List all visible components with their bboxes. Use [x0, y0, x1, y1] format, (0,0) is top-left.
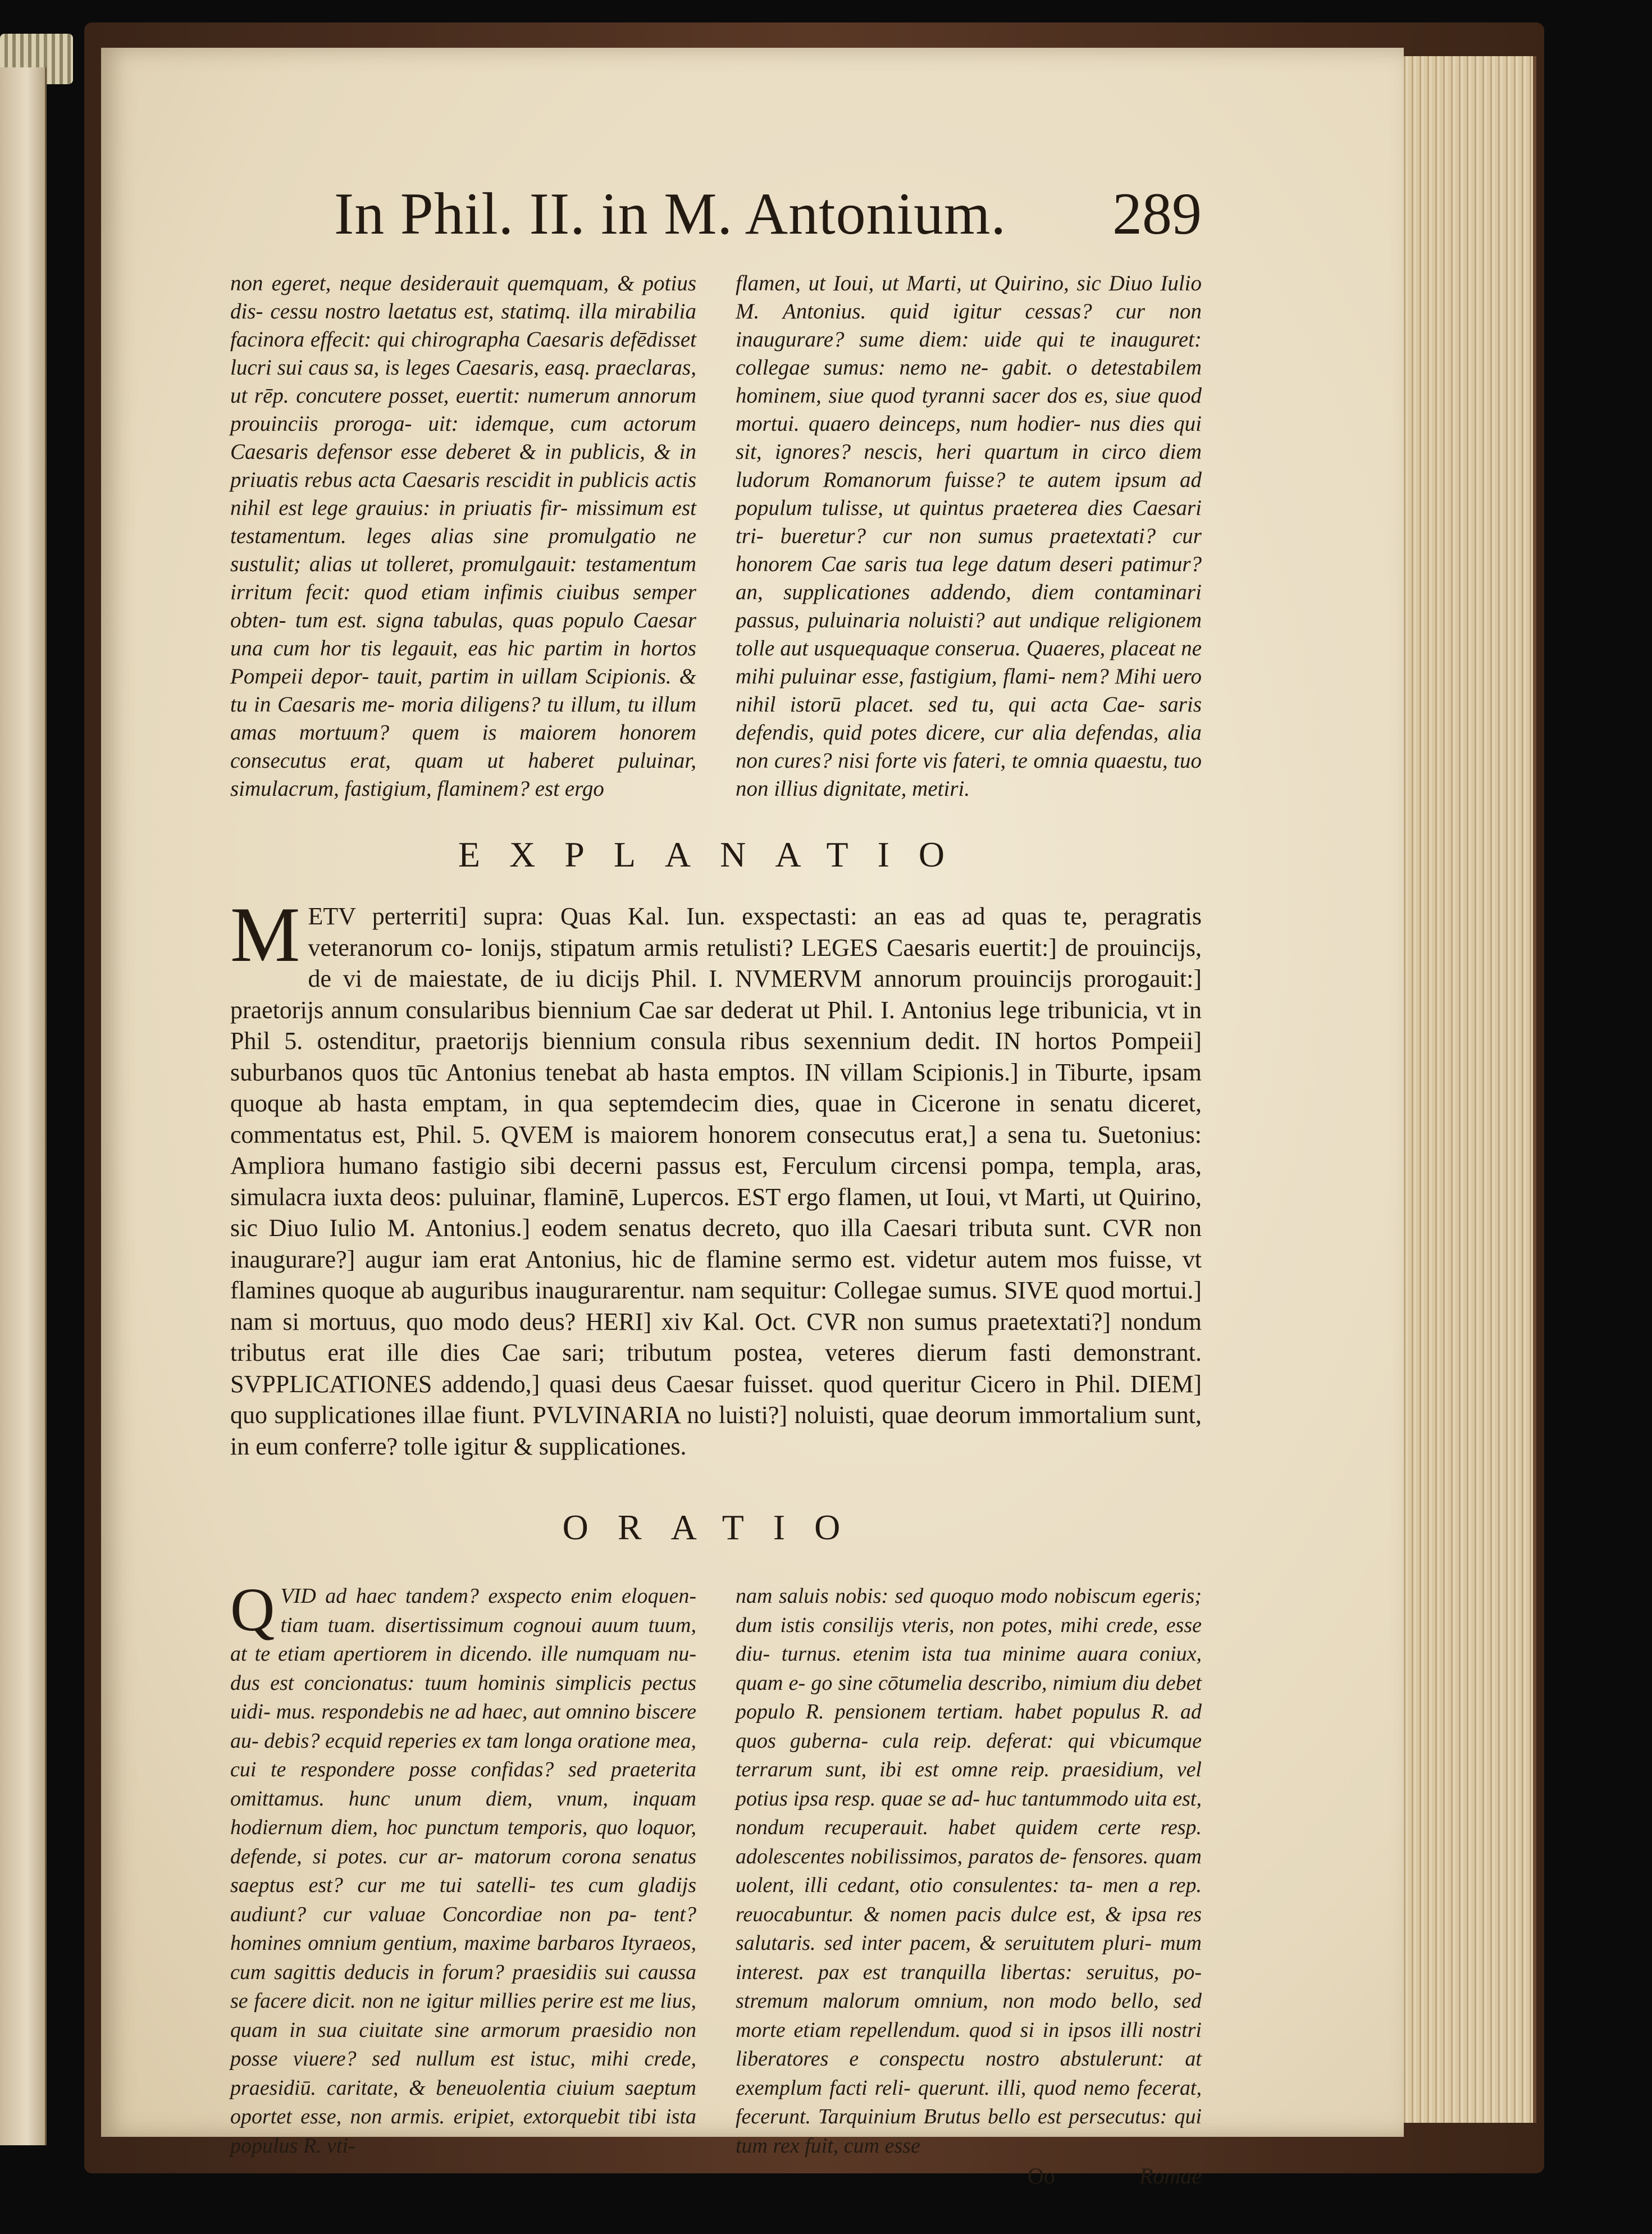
explanatio-dropcap: M [230, 891, 300, 978]
page-footer [736, 2162, 1202, 2191]
oratio-right-column [736, 1582, 1202, 2191]
oratio-right-text: nam saluis nobis: sed quoquo modo nobiscum egeris; dum istis consilijs vteris, non potes, mihi crede, esse diu- turnus. etenim ista tua minime auara coniux, quam e- go sine cōtumelia describo, nimium diu debet populo R. pensionem tertiam. habet populus R. ad quos guberna- cula reip. deferat: qui vbicumque terrarum sunt, ibi est omne reip. praesidium, vel potius ipsa resp. quae se ad- huc tantummodo uita est, nondum recuperauit. habet quidem certe resp. adolescentes nobilissimos, paratos de- fensores. quam uolent, illi cedant, otio consulentes: ta- men a rep. reuocabuntur. & nomen pacis dulce est, & ipsa res salutaris. sed inter pacem, & seruitutem pluri- mum interest. pax est tranquilla libertas: seruitus, po- stremum malorum omnium, non modo bello, sed morte etiam repellendum. quod si in ipsos illi nostri liberatores e conspectu nostro abstulerunt: at exemplum facti reli- querunt. illi, quod nemo fecerat, fecerunt. Tarquinium Brutus bello est persecutus: qui tum rex fuit, cum esse [736, 1584, 1202, 2158]
explanatio-body [230, 891, 1202, 1462]
oratio-left-text: VID ad haec tandem? exspecto enim eloquen- tiam tuam. disertissimum cognoui auum tuum, at te etiam apertiorem in dicendo. ille numquam nu- dus est concionatus: tuum hominis simplicis pectus uidi- mus. respondebis ne ad haec, aut omnino biscere au- debis? ecquid reperies ex tam longa oratione mea, cui te respondere posse confidas? sed praeterita omittamus. hunc unum diem, vnum, inquam hodiernum diem, hoc punctum temporis, quo loquor, defende, si potes. cur ar- matorum corona senatus saeptus est? cur me tui satelli- tes cum gladijs audiunt? cur valuae Concordiae non pa- tent? homines omnium gentium, maxime barbaros Ityraeos, cum sagittis deducis in forum? praesidiis sui caussa se facere dicit. non ne igitur millies perire est me lius, quam in sua ciuitate sine armorum praesidio non posse viuere? sed nullum est istuc, mihi crede, praesidiū. caritate, & beneuolentia ciuium saeptum oportet esse, non armis. eripiet, extorquebit tibi ista populus R. vti- [230, 1584, 696, 2158]
oratio-heading: ORATIO [562, 1507, 870, 1547]
oratio-left-column [230, 1575, 696, 2191]
upper-right-text: flamen, ut Ioui, ut Marti, ut Quirino, sic Diuo Iulio M. Antonius. quid igitur cessas? cur non inaugurare? sume diem: uide qui te inauguret: collegae sumus: nemo ne- gabit. o detestabilem hominem, siue quod tyranni sacer dos es, siue quod mortui. quaero deinceps, num hodier- nus dies qui sit, ignores? nescis, heri quartum in circo diem ludorum Romanorum fuisse? te autem ipsum ad populum tulisse, ut quintus praeterea dies Caesari tri- bueretur? cur non sumus praetextati? cur honorem Cae saris tua lege datum deseri patimur? an, supplicationes addendo, diem contaminari passus, puluinaria noluisti? aut undique religionem tolle aut usquequaque conserua. Quaeres, placeat ne mihi puluinar esse, fastigium, flami- nem? Mihi uero nihil istorū placet. sed tu, qui acta Cae- saris defendis, quid potes dicere, cur alia defendas, alia non cures? nisi forte vis fateri, te omnia quaestu, tuo non illius dignitate, metiri. [736, 271, 1202, 801]
page-number: 289 [1112, 181, 1202, 247]
upper-right-column [736, 270, 1202, 803]
upper-text-columns [230, 270, 1202, 803]
oratio-columns [230, 1575, 1202, 2191]
page-edges [1393, 56, 1536, 2123]
oratio-dropcap: Q [230, 1575, 275, 1644]
signature-mark: Oo [1028, 2163, 1055, 2189]
explanatio-text: ETV perterriti] supra: Quas Kal. Iun. exspectasti: an eas ad quas te, peragratis veteranorum co- lonijs, stipatum armis retulisti? LEGES Caesaris euertit:] de prouincijs, de vi de maiestate, de iu dicijs Phil. I. NVMERVM annorum prouincijs prorogauit:] praetorijs annum consularibus biennium Cae sar dederat ut Phil. I. Antonius lege tribunicia, vt in Phil 5. ostenditur, praetorijs biennium consula ribus sexennium dedit. IN hortos Pompeii] suburbanos quos tūc Antonius tenebat ab hasta emptos. IN villam Scipionis.] in Tiburte, ipsam quoque ab hasta emptam, in qua septemdecim dies, quae in Cicerone in senatu diceret, commentatus est, Phil. 5. QVEM is maiorem honorem consecutus erat,] a sena tu. Suetonius: Ampliora humano fastigio sibi decerni passus est, Ferculum circensi pompa, templa, aras, simulacra iuxta deos: puluinar, flaminē, Lupercos. EST ergo flamen, ut Ioui, vt Marti, ut Quirino, sic Diuo Iulio M. Antonius.] eodem senatus decreto, quo illa Caesari tributa sunt. CVR non inaugurare?] augur iam erat Antonius, hic de flamine sermo est. videtur autem mos fuisse, vt flamines quoque ab auguribus inaugurarentur. nam sequitur: Collegae sumus. SIVE quod mortui.] nam si mortuus, quo modo deus? HERI] xiv Kal. Oct. CVR non sumus praetextati?] nondum tributus erat ille dies Cae sari; tributum postea, veteres dierum fasti demonstrant. SVPPLICATIONES addendo,] quasi deus Caesar fuisset. quod queritur Cicero in Phil. DIEM] quo supplicationes illae fiunt. PVLVINARIA no luisti?] noluisti, quae deorum immortalium sunt, in eum conferre? tolle igitur & supplicationes. [230, 902, 1202, 1460]
upper-left-text: non egeret, neque desiderauit quemquam, & potius dis- cessu nostro laetatus est, statimq. illa mirabilia facinora effecit: qui chirographa Caesaris defēdisset lucri sui caus sa, is leges Caesaris, easq. praeclaras, ut rēp. concutere posset, euertit: numerum annorum prouinciis proroga- uit: idemque, cum actorum Caesaris defensor esse deberet & in publicis, & in priuatis rebus acta Caesaris rescidit in publicis actis nihil est lege grauius: in priuatis fir- missimum est testamentum. leges alias sine promulgatio ne sustulit; alias ut tolleret, promulgauit: testamentum irritum fecit: quod etiam infimis ciuibus semper obten- tum est. signa tabulas, quas populo Caesar una cum hor tis legauit, eas hic partim in hortos Pompeii depor- tauit, partim in uillam Scipionis. & tu in Caesaris me- moria diligens? tu illum, tu illum amas mortuum? quem is maiorem honorem consecutus erat, quam ut haberet puluinar, simulacrum, fastigium, flaminem? est ergo [230, 271, 696, 801]
running-head [230, 168, 1202, 270]
explanatio-heading: EXPLANATIO [458, 835, 974, 874]
running-title: In Phil. II. in M. Antonium. [334, 181, 1007, 247]
facing-page-edge [0, 67, 47, 2145]
page-content [230, 168, 1202, 2191]
catchword: Romae [1139, 2163, 1202, 2189]
upper-left-column [230, 270, 696, 803]
